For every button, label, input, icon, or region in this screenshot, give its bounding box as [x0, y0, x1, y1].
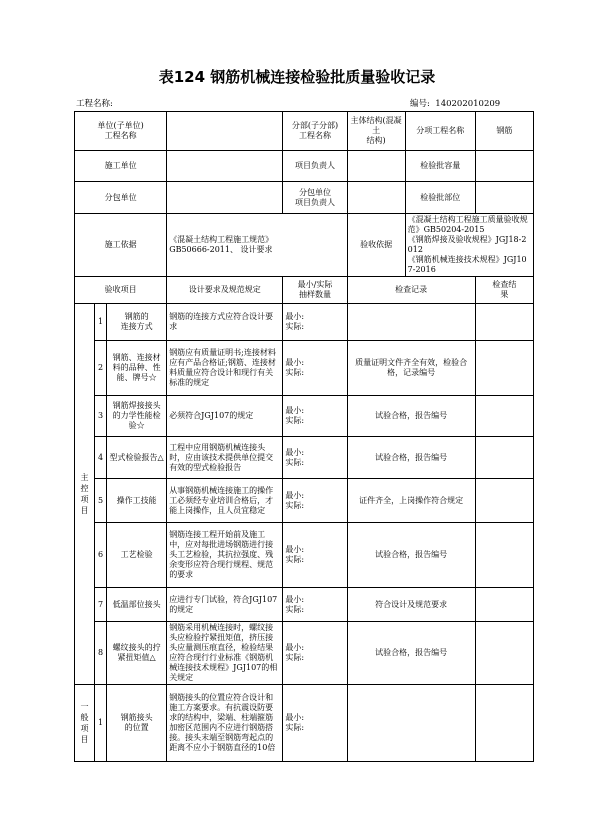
- main-control-label: 主控项目: [75, 304, 95, 685]
- construction-basis-value: 《混凝土结构工程施工规范》 GB50666-2011、 设计要求: [167, 214, 347, 277]
- inspection-result[interactable]: [475, 685, 533, 762]
- item-requirement: 工程中应用钢筋机械连接头时，应由该技术提供单位提交有效的型式检验报告: [167, 437, 283, 479]
- item-requirement: 从事钢筋机械连接施工的操作工必须经专业培训合格后，才能上岗操作，且人员宜稳定: [167, 479, 283, 523]
- batch-capacity-label: 检验批容量: [405, 151, 475, 182]
- inspection-record: 证件齐全，上岗操作符合规定: [347, 479, 475, 523]
- inspection-result[interactable]: [475, 479, 533, 523]
- sample-count: 最小: 实际:: [283, 341, 347, 396]
- inspection-record: 质量证明文件齐全有效，检验合格，记录编号: [347, 341, 475, 396]
- inspection-result[interactable]: [475, 523, 533, 588]
- item-number: 4: [95, 437, 107, 479]
- inspection-record: 试验合格，报告编号: [347, 396, 475, 437]
- batch-location-value[interactable]: [475, 182, 533, 214]
- header-row-construction: [75, 151, 534, 182]
- inspection-result[interactable]: [475, 304, 533, 341]
- sub-division-value: 主体结构(混凝土 结构): [347, 112, 405, 151]
- sample-count: 最小: 实际:: [283, 523, 347, 588]
- inspection-result[interactable]: [475, 588, 533, 622]
- main-control-row: [75, 523, 534, 588]
- item-name: 型式检验报告△: [107, 437, 167, 479]
- project-manager-value[interactable]: [347, 151, 405, 182]
- unit-project-value[interactable]: [167, 112, 283, 151]
- page-title: 表124 钢筋机械连接检验批质量验收记录: [158, 68, 436, 86]
- item-number: 5: [95, 479, 107, 523]
- header-row-basis: [75, 214, 534, 277]
- batch-location-label: 检验批部位: [405, 182, 475, 214]
- sample-count: 最小: 实际:: [283, 622, 347, 685]
- inspection-record: 试验合格，报告编号: [347, 523, 475, 588]
- item-number: 2: [95, 341, 107, 396]
- item-project-value: 钢筋: [475, 112, 533, 151]
- project-name-label: 工程名称:: [76, 99, 113, 109]
- serial-label: 编号:: [410, 99, 430, 109]
- inspection-record: 符合设计及规范要求: [347, 588, 475, 622]
- col-sample-header: 最小/实际 抽样数量: [283, 277, 347, 304]
- item-name: 低温部位接头: [107, 588, 167, 622]
- main-control-row: [75, 479, 534, 523]
- item-project-label: 分项工程名称: [405, 112, 475, 151]
- item-name: 螺纹接头的拧紧扭矩值△: [107, 622, 167, 685]
- sample-count: 最小: 实际:: [283, 396, 347, 437]
- sample-count: 最小: 实际:: [283, 304, 347, 341]
- main-control-row: [75, 588, 534, 622]
- sub-division-label: 分部(子分部) 工程名称: [283, 112, 347, 151]
- acceptance-basis-value: 《混凝土结构工程施工质量验收规范》GB50204-2015 《钢筋焊接及验收规程》JGJ18-2012 《钢筋机械连接技术规程》JGJ107-2016: [405, 214, 533, 277]
- sample-count: 最小: 实际:: [283, 685, 347, 762]
- col-result-header: 检查结 果: [475, 277, 533, 304]
- item-name: 操作工技能: [107, 479, 167, 523]
- sample-count: 最小: 实际:: [283, 588, 347, 622]
- item-number: 7: [95, 588, 107, 622]
- subcontractor-label: 分包单位: [75, 182, 167, 214]
- main-control-row: [75, 437, 534, 479]
- sample-count: 最小: 实际:: [283, 437, 347, 479]
- item-requirement: 钢筋采用机械连接时，螺纹接头应检验拧紧扭矩值，挤压接头应量测压痕直径，检验结果应符合现行行业标准《钢筋机械连接技术规程》JGJ107的相关规定: [167, 622, 283, 685]
- serial-number: [410, 97, 500, 109]
- subcontractor-value[interactable]: [167, 182, 283, 214]
- inspection-result[interactable]: [475, 341, 533, 396]
- project-manager-label: 项目负责人: [283, 151, 347, 182]
- inspection-record: [347, 304, 475, 341]
- item-number: 1: [95, 685, 107, 762]
- column-header-row: [75, 277, 534, 304]
- col-requirement-header: 设计要求及规范规定: [167, 277, 283, 304]
- inspection-record: [347, 685, 475, 762]
- col-item-header: 验收项目: [75, 277, 167, 304]
- item-number: 1: [95, 304, 107, 341]
- construction-unit-label: 施工单位: [75, 151, 167, 182]
- subcontractor-manager-label: 分包单位 项目负责人: [283, 182, 347, 214]
- inspection-record: 试验合格，报告编号: [347, 622, 475, 685]
- item-requirement: 钢筋应有质量证明书;连接材料应有产品合格证;钢筋、连接材料质量应符合设计和现行有关标准的规定: [167, 341, 283, 396]
- construction-basis-label: 施工依据: [75, 214, 167, 277]
- item-name: 钢筋接头 的位置: [107, 685, 167, 762]
- item-name: 工艺检验: [107, 523, 167, 588]
- main-control-row: [75, 341, 534, 396]
- inspection-record: 试验合格，报告编号: [347, 437, 475, 479]
- construction-unit-value[interactable]: [167, 151, 283, 182]
- header-row-subcontract: [75, 182, 534, 214]
- main-control-row: [75, 622, 534, 685]
- inspection-result[interactable]: [475, 437, 533, 479]
- serial-value: 140202010209: [435, 99, 501, 109]
- general-label: 一般项目: [75, 685, 95, 762]
- col-record-header: 检查记录: [347, 277, 475, 304]
- subcontractor-manager-value[interactable]: [347, 182, 405, 214]
- item-requirement: 必须符合JGJ107的规定: [167, 396, 283, 437]
- batch-capacity-value[interactable]: [475, 151, 533, 182]
- item-requirement: 钢筋连接工程开始前及施工中，应对每批进场钢筋进行接头工艺检验，其抗拉强度、残余变形应符合现行规程、规范的要求: [167, 523, 283, 588]
- item-requirement: 应进行专门试验，符合JGJ107的规定: [167, 588, 283, 622]
- item-name: 钢筋的 连接方式: [107, 304, 167, 341]
- item-name: 钢筋焊接接头的力学性能检验☆: [107, 396, 167, 437]
- item-requirement: 钢筋的连接方式应符合设计要求: [167, 304, 283, 341]
- item-number: 6: [95, 523, 107, 588]
- main-control-row: [75, 304, 534, 341]
- item-number: 8: [95, 622, 107, 685]
- header-row-unit: [75, 112, 534, 151]
- unit-project-label: 单位(子单位) 工程名称: [75, 112, 167, 151]
- inspection-result[interactable]: [475, 622, 533, 685]
- item-number: 3: [95, 396, 107, 437]
- inspection-result[interactable]: [475, 396, 533, 437]
- sample-count: 最小: 实际:: [283, 479, 347, 523]
- item-requirement: 钢筋接头的位置应符合设计和施工方案要求。有抗震设防要求的结构中，梁端、柱端箍筋加密区范围内不应进行钢筋搭接。接头末端至钢筋弯起点的距离不应小于钢筋直径的10倍: [167, 685, 283, 762]
- main-control-row: [75, 396, 534, 437]
- item-name: 钢筋、连接材料的品种、性能、牌号☆: [107, 341, 167, 396]
- acceptance-record-table: [74, 111, 534, 762]
- general-row: [75, 685, 534, 762]
- acceptance-basis-label: 验收依据: [347, 214, 405, 277]
